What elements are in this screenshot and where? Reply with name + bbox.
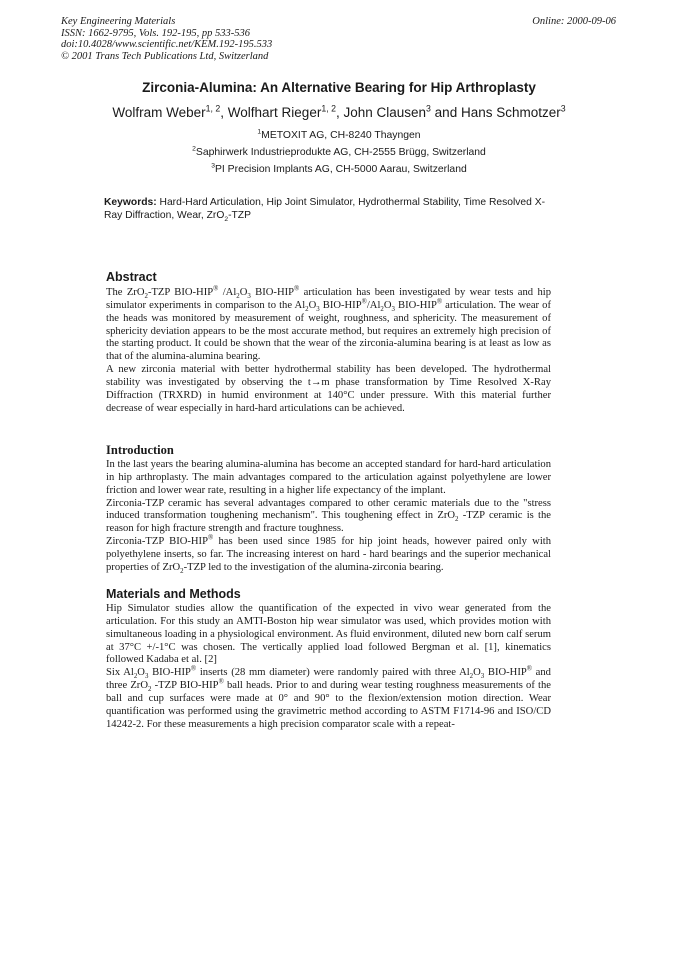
text-run: BIO-HIP: [250, 287, 295, 298]
text-run: BIO-HIP: [319, 299, 362, 311]
author-name: John Clausen: [343, 105, 427, 120]
keywords-text: Hard-Hard Articulation, Hip Joint Simulator, Hydrothermal Stability, Time Resolved X-Ray Diffraction, Wear, ZrO: [104, 197, 546, 221]
affiliation-text: PI Precision Implants AG, CH-5000 Aarau, Switzerland: [214, 164, 467, 175]
author-separator: and: [430, 105, 461, 120]
abstract-body: [106, 287, 551, 415]
text-run: articulation. The wear of the heads was monitored by measurement of weight, roughness, and sphericity. The measurement of sphericity deviation appears to be the most accurate method, but requires an extremely high precision of the starting product. It could be shown that the wear of the zirconia-alumina bearing is at least as low as that of the alumina-alumina bearing.: [106, 299, 551, 363]
introduction-paragraph: In the last years the bearing alumina-alumina has become an accepted standard for hard-hard articulation in hip arthroplasty. The main advantages compared to the articulation against polyethylene are lower friction and lower wear rate, resulting in a higher life expectancy of the implant.: [106, 459, 551, 496]
text-run: O: [308, 299, 317, 311]
introduction-body: [106, 459, 551, 575]
text-run: Zirconia-TZP BIO-HIP: [106, 536, 208, 548]
subscript: 2: [144, 293, 148, 301]
affiliation-text: METOXIT AG, CH-8240 Thayngen: [261, 130, 421, 141]
text-run: O: [137, 667, 145, 679]
registered-mark: ®: [361, 298, 367, 306]
journal-header: [61, 16, 272, 62]
introduction-paragraph: [106, 536, 551, 575]
keywords-label: Keywords:: [104, 197, 157, 208]
text-run: /Al: [218, 287, 237, 298]
registered-mark: ®: [436, 298, 443, 306]
text-run: -TZP led to the investigation of the alumina-zirconia bearing.: [183, 561, 444, 573]
affiliation-number: 3: [211, 162, 215, 170]
text-run: O: [473, 667, 481, 679]
author-name: Wolfram Weber: [112, 105, 206, 120]
methods-heading: Materials and Methods: [106, 587, 241, 601]
author-separator: ,: [335, 105, 344, 120]
registered-mark: ®: [190, 665, 197, 673]
text-run: Zirconia-TZP ceramic has several advantages compared to other ceramic materials due to the "stress induced transformation toughening mechanism". This toughening effect in ZrO: [106, 497, 551, 522]
keywords-text: -TZP: [228, 210, 251, 221]
author-affiliation-mark: 1, 2: [321, 103, 336, 114]
registered-mark: ®: [526, 665, 532, 673]
author-affiliation-mark: 3: [560, 103, 566, 114]
text-run: BIO-HIP: [394, 299, 437, 311]
registered-mark: ®: [294, 285, 300, 293]
abstract-heading: Abstract: [106, 270, 157, 284]
online-date: Online: 2000-09-06: [532, 16, 616, 27]
subscript: 3: [391, 305, 395, 313]
paper-title: Zirconia-Alumina: An Alternative Bearing for Hip Arthroplasty: [142, 80, 536, 95]
affiliation: [0, 130, 678, 141]
text-run: and three ZrO: [106, 667, 551, 692]
text-run: O: [383, 299, 392, 311]
text-run: BIO-HIP: [148, 667, 191, 679]
introduction-paragraph: [106, 498, 551, 537]
author-separator: ,: [220, 105, 228, 120]
doi-line[interactable]: doi:10.4028/www.scientific.net/KEM.192-195.533: [61, 39, 273, 51]
text-run: ball heads. Prior to and during wear testing roughness measurements of the ball and cup surfaces were made at 0° and 90° to the flexion/extension motion direction. Wear quantification was performed using the gravimetric method according to ASTM F1714-96 and ISO/CD 14242-2. For these measurements a high precision comparator scale with a repeat-: [106, 680, 551, 730]
affiliation: [0, 164, 678, 175]
abstract-paragraph: [106, 287, 551, 364]
subscript: 2: [224, 216, 229, 224]
issn-line: ISSN: 1662-9795, Vols. 192-195, pp 533-536: [61, 27, 250, 39]
methods-body: [106, 603, 551, 731]
author-list: [0, 105, 678, 120]
registered-mark: ®: [207, 534, 214, 542]
text-run: Six Al: [106, 667, 134, 679]
journal-name: Key Engineering Materials: [61, 16, 176, 27]
registered-mark: ®: [213, 285, 219, 293]
text-run: -TZP BIO-HIP: [151, 680, 219, 692]
subscript: 3: [316, 305, 320, 313]
subscript: 2: [148, 686, 152, 694]
text-run: BIO-HIP: [484, 667, 527, 679]
copyright-line: © 2001 Trans Tech Publications Ltd, Switzerland: [61, 50, 269, 62]
registered-mark: ®: [218, 678, 224, 686]
text-run: /Al: [366, 299, 381, 311]
text-run: inserts (28 mm diameter) were randomly paired with three Al: [196, 667, 470, 679]
subscript: 3: [480, 673, 485, 681]
methods-paragraph: [106, 667, 551, 731]
affiliation: [0, 147, 678, 158]
text-run: -TZP BIO-HIP: [147, 287, 214, 298]
affiliation-number: 2: [192, 145, 196, 153]
introduction-heading: Introduction: [106, 443, 174, 457]
abstract-paragraph: A new zirconia material with better hydrothermal stability has been developed. The hydrothermal stability was investigated by observing the t→m phase transformation by Time Resolved X-Ray Diffraction (TRXRD) in humid environment at 140°C under pressure. With this material further decrease of wear especially in hard-hard articulations can be achieved.: [106, 364, 551, 414]
text-run: articulation has been investigated by wear tests and hip simulator experiments in comparison to the Al: [106, 287, 551, 311]
text-run: -TZP ceramic is the reason for high fracture strength and fracture toughness.: [106, 510, 552, 535]
subscript: 2: [236, 293, 240, 301]
subscript: 3: [247, 293, 251, 301]
affiliation-text: Saphirwerk Industrieprodukte AG, CH-2555 Brügg, Switzerland: [195, 147, 486, 158]
author-name: Wolfhart Rieger: [227, 105, 322, 120]
text-run: The ZrO: [106, 287, 145, 298]
subscript: 2: [180, 567, 184, 575]
subscript: 2: [455, 516, 459, 524]
author-name: Hans Schmotzer: [460, 105, 561, 120]
author-affiliation-mark: 3: [426, 103, 431, 114]
keywords-block: [104, 196, 549, 222]
subscript: 3: [144, 673, 149, 681]
text-run: has been used since 1985 for hip joint heads, however paired only with polyethylene inserts, so far. The increasing interest on hard - hard bearings and the superior mechanical properties of ZrO: [106, 536, 552, 573]
subscript: 2: [469, 673, 474, 681]
author-affiliation-mark: 1, 2: [205, 103, 221, 114]
subscript: 2: [305, 305, 309, 313]
subscript: 2: [380, 305, 384, 313]
affiliation-number: 1: [257, 128, 262, 136]
text-run: O: [239, 287, 248, 298]
methods-paragraph: Hip Simulator studies allow the quantification of the expected in vivo wear generated from the articulation. For this study an AMTI-Boston hip wear simulator was used, which provides motion with simultaneous loading in a physiological environment. As fluid environment, diluted new born calf serum at 37°C +/-1°C was chosen. The vertically applied load followed Bergman et al. [1], kinematics followed Kadaba et al. [2]: [106, 603, 551, 666]
subscript: 2: [133, 673, 138, 681]
